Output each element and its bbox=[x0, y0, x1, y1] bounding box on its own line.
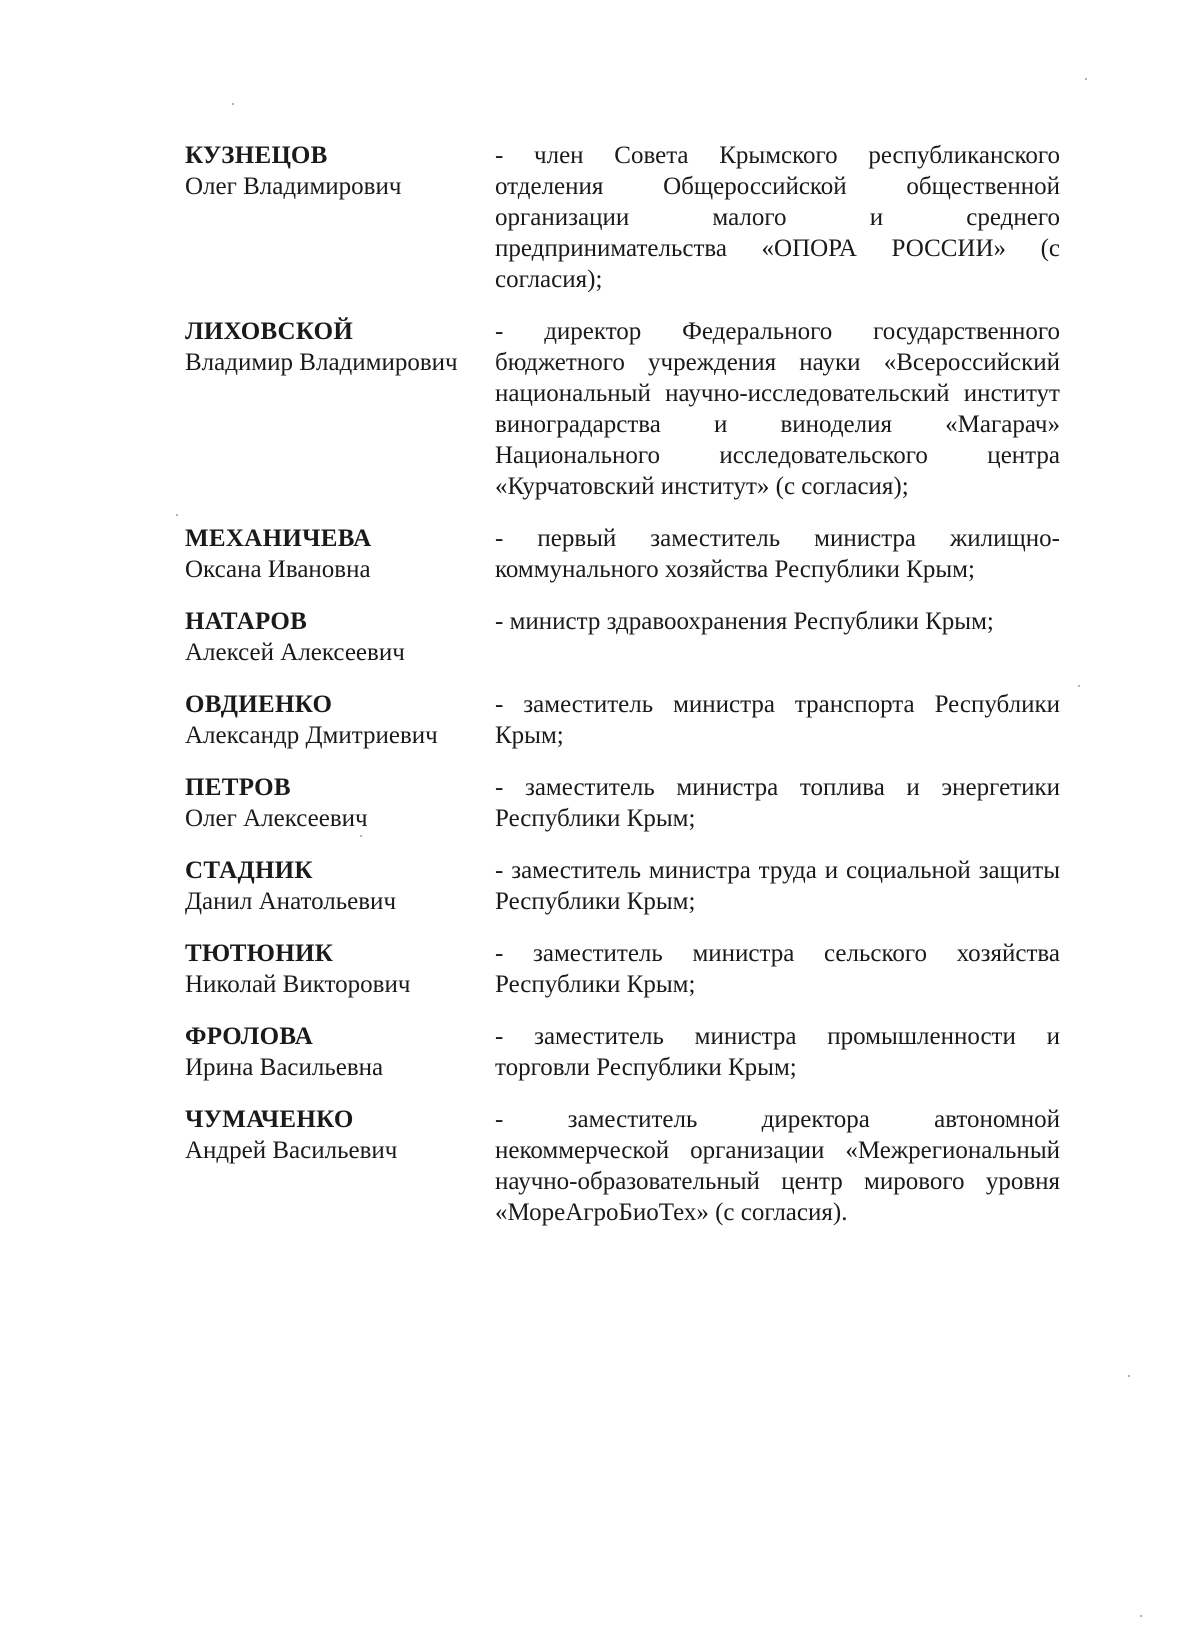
member-role: - директор Федерального государственного бюджетного учреждения науки «Всероссийский национальный научно-исследовательский институт виноградарства и виноделия «Магарач» Национального исследовательского центра «Курчатовский институт» (с согласия); bbox=[495, 318, 1060, 500]
member-surname: ЧУМАЧЕНКО bbox=[185, 1106, 354, 1133]
member-role: - заместитель министра труда и социальной защиты Республики Крым; bbox=[495, 857, 1060, 915]
member-entry bbox=[185, 606, 1060, 668]
member-role: - заместитель министра топлива и энергетики Республики Крым; bbox=[495, 774, 1060, 832]
member-role: - заместитель директора автономной некоммерческой организации «Межрегиональный научно-образовательный центр мирового уровня «МореАгроБиоТех» (с согласия). bbox=[495, 1106, 1060, 1226]
scan-speck bbox=[360, 835, 362, 837]
scan-speck bbox=[176, 514, 178, 516]
member-person bbox=[185, 1104, 495, 1228]
member-role: - первый заместитель министра жилищно-коммунального хозяйства Республики Крым; bbox=[495, 525, 1060, 583]
member-surname: ФРОЛОВА bbox=[185, 1023, 314, 1050]
member-list bbox=[185, 140, 1060, 1249]
scan-speck bbox=[1128, 1375, 1130, 1377]
member-person bbox=[185, 938, 495, 1000]
member-entry bbox=[185, 938, 1060, 1000]
member-role: - заместитель министра сельского хозяйства Республики Крым; bbox=[495, 940, 1060, 998]
scan-speck bbox=[1078, 685, 1080, 687]
member-surname: МЕХАНИЧЕВА bbox=[185, 525, 372, 552]
member-surname: СТАДНИК bbox=[185, 857, 313, 884]
member-entry bbox=[185, 689, 1060, 751]
member-person bbox=[185, 140, 495, 295]
scan-speck bbox=[1085, 78, 1087, 80]
member-entry bbox=[185, 140, 1060, 295]
member-person bbox=[185, 316, 495, 502]
member-given-name: Олег Алексеевич bbox=[185, 805, 368, 832]
scan-speck bbox=[232, 103, 234, 105]
member-given-name: Ирина Васильевна bbox=[185, 1054, 384, 1081]
member-entry bbox=[185, 523, 1060, 585]
member-person bbox=[185, 523, 495, 585]
member-surname: ЛИХОВСКОЙ bbox=[185, 318, 354, 345]
member-person bbox=[185, 606, 495, 668]
member-surname: НАТАРОВ bbox=[185, 608, 308, 635]
member-person bbox=[185, 1021, 495, 1083]
member-role: - заместитель министра промышленности и торговли Республики Крым; bbox=[495, 1023, 1060, 1081]
member-entry bbox=[185, 772, 1060, 834]
member-role: - министр здравоохранения Республики Крым; bbox=[495, 608, 994, 635]
member-entry bbox=[185, 1104, 1060, 1228]
member-surname: КУЗНЕЦОВ bbox=[185, 142, 328, 169]
scan-speck bbox=[1140, 1615, 1142, 1617]
member-given-name: Оксана Ивановна bbox=[185, 556, 371, 583]
member-given-name: Алексей Алексеевич bbox=[185, 639, 405, 666]
member-surname: ТЮТЮНИК bbox=[185, 940, 334, 967]
member-surname: ПЕТРОВ bbox=[185, 774, 291, 801]
member-person bbox=[185, 772, 495, 834]
member-given-name: Олег Владимирович bbox=[185, 173, 402, 200]
member-person bbox=[185, 855, 495, 917]
member-person bbox=[185, 689, 495, 751]
member-entry bbox=[185, 855, 1060, 917]
member-surname: ОВДИЕНКО bbox=[185, 691, 333, 718]
member-entry bbox=[185, 1021, 1060, 1083]
member-given-name: Николай Викторович bbox=[185, 971, 411, 998]
member-role: - член Совета Крымского республиканского отделения Общероссийской общественной организации малого и среднего предпринимательства «ОПОРА РОССИИ» (с согласия); bbox=[495, 142, 1060, 293]
member-entry bbox=[185, 316, 1060, 502]
member-given-name: Андрей Васильевич bbox=[185, 1137, 398, 1164]
member-role: - заместитель министра транспорта Республики Крым; bbox=[495, 691, 1060, 749]
member-given-name: Владимир Владимирович bbox=[185, 349, 458, 376]
member-given-name: Данил Анатольевич bbox=[185, 888, 397, 915]
member-given-name: Александр Дмитриевич bbox=[185, 722, 438, 749]
